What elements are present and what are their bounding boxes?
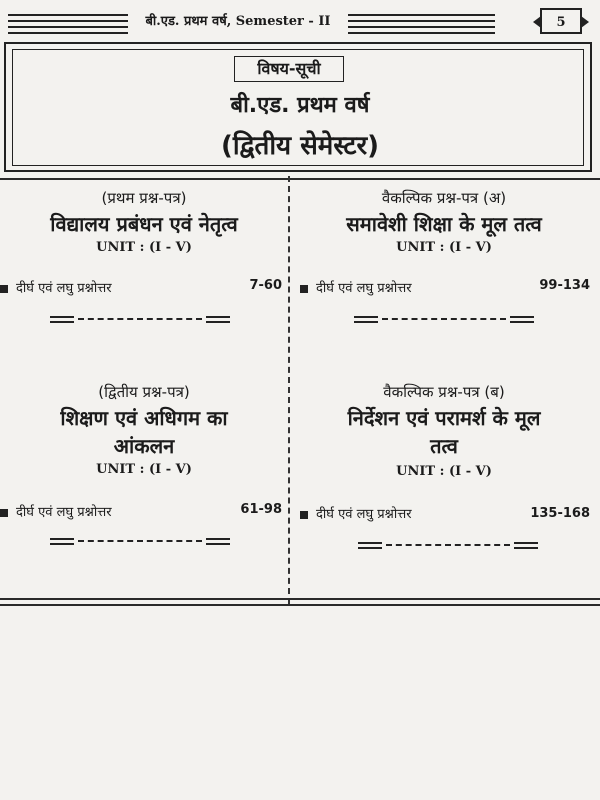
paper-unit: UNIT : (I - V)	[96, 240, 192, 255]
page-range: 7-60	[249, 278, 282, 293]
qa-label: दीर्घ एवं लघु प्रश्नोत्तर	[16, 505, 112, 520]
paper-title: समावेशी शिक्षा के मूल तत्व	[346, 212, 542, 236]
divider-bottom	[0, 598, 600, 600]
divider-top	[0, 178, 600, 180]
section-separator	[50, 538, 230, 546]
column-divider	[288, 176, 290, 604]
section-separator	[50, 316, 230, 324]
paper-title: विद्यालय प्रबंधन एवं नेतृत्व	[50, 212, 238, 236]
bullet-square-icon	[0, 285, 8, 293]
semester-title: (द्वितीय सेमेस्टर)	[220, 131, 380, 161]
qa-entry	[300, 504, 412, 522]
bullet-square-icon	[300, 511, 308, 519]
running-title: बी.एड. प्रथम वर्ष, Semester - II	[128, 10, 348, 34]
bullet-square-icon	[0, 509, 8, 517]
qa-entry	[0, 502, 112, 520]
bullet-square-icon	[300, 285, 308, 293]
toc-label: विषय-सूची	[234, 56, 344, 82]
page-range: 61-98	[240, 502, 282, 517]
page-number: 5	[540, 8, 582, 34]
qa-entry	[300, 278, 412, 296]
section-separator	[354, 316, 534, 324]
paper-title-continued: तत्व	[430, 434, 458, 458]
paper-type: (प्रथम प्रश्न-पत्र)	[101, 189, 187, 207]
paper-title: निर्देशन एवं परामर्श के मूल	[347, 406, 541, 430]
qa-label: दीर्घ एवं लघु प्रश्नोत्तर	[316, 281, 412, 296]
paper-type: (द्वितीय प्रश्न-पत्र)	[98, 383, 190, 401]
course-title: बी.एड. प्रथम वर्ष	[230, 93, 370, 118]
paper-unit: UNIT : (I - V)	[96, 462, 192, 477]
paper-title-continued: आंकलन	[113, 434, 175, 458]
paper-unit: UNIT : (I - V)	[396, 464, 492, 479]
qa-entry	[0, 278, 112, 296]
qa-label: दीर्घ एवं लघु प्रश्नोत्तर	[16, 281, 112, 296]
page-range: 99-134	[539, 278, 590, 293]
divider-bottom-secondary	[0, 604, 600, 606]
section-separator	[358, 542, 538, 550]
paper-title: शिक्षण एवं अधिगम का	[60, 406, 228, 430]
paper-type: वैकल्पिक प्रश्न-पत्र (अ)	[381, 189, 507, 207]
qa-label: दीर्घ एवं लघु प्रश्नोत्तर	[316, 507, 412, 522]
page-range: 135-168	[530, 506, 590, 521]
paper-type: वैकल्पिक प्रश्न-पत्र (ब)	[383, 383, 505, 401]
paper-unit: UNIT : (I - V)	[396, 240, 492, 255]
